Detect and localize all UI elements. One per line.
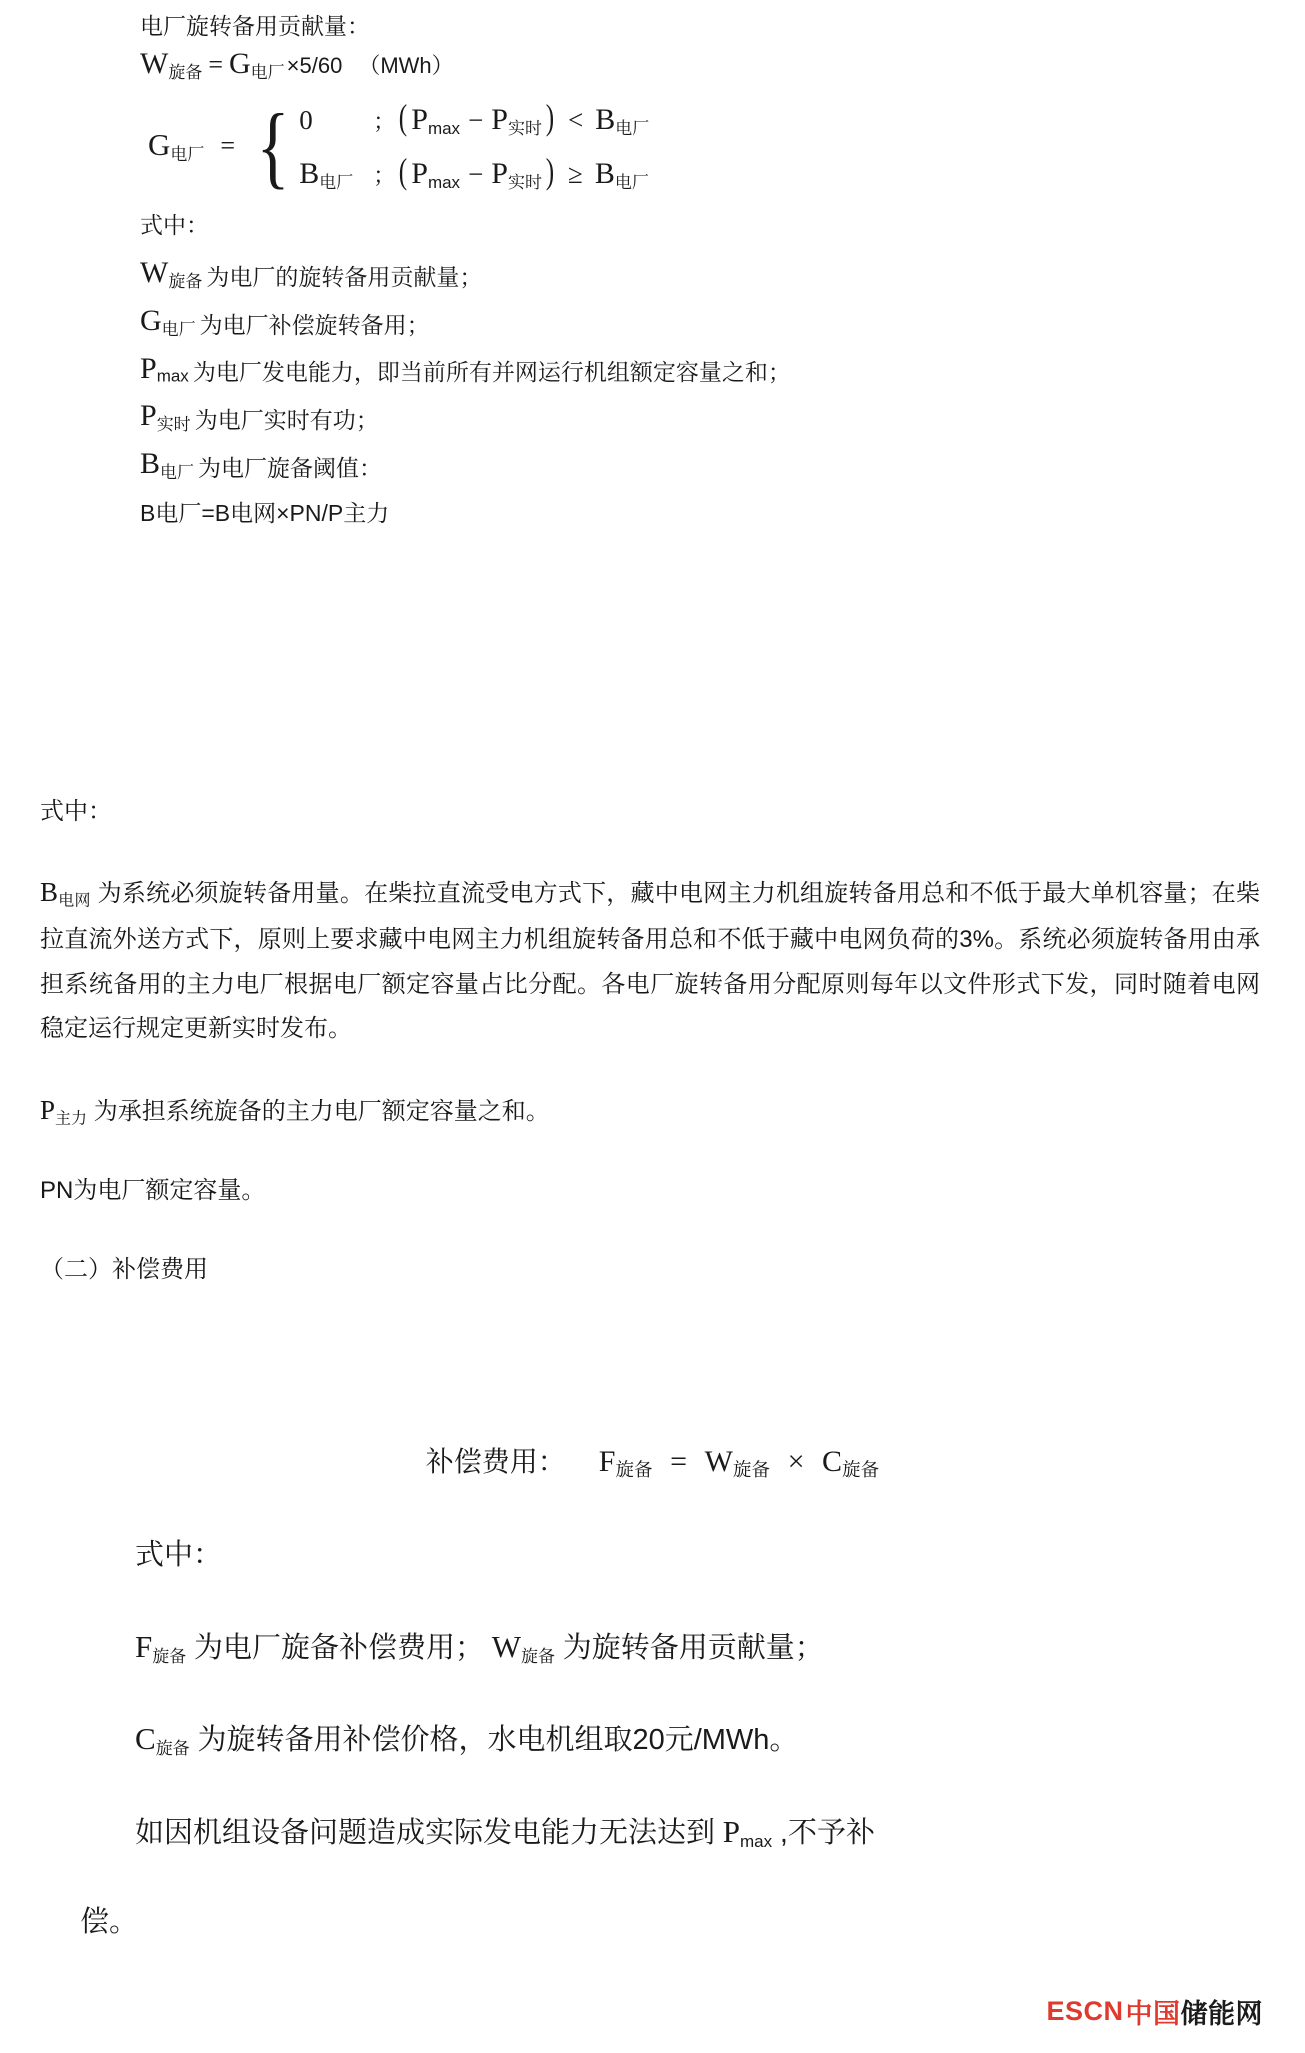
compensation-times: × <box>787 1445 805 1478</box>
compensation-w: $W_{旋备}$ <box>704 1445 771 1482</box>
definition-symbol: $B_{电厂}$ <box>140 447 195 483</box>
case2-value: $B_{电厂}$ <box>299 157 354 193</box>
case1-preal: $P_{实时}$ <box>491 103 542 139</box>
lower-line-c <box>40 1716 1265 1763</box>
threshold-formula: B电厂=B电网×PN/P主力 <box>140 500 390 527</box>
compensation-formula-row <box>40 1440 1265 1482</box>
definition-symbol: $P_{max}$ <box>140 352 189 387</box>
formula-w-lhs: $W_{旋备}$ <box>140 47 203 83</box>
definition-item <box>140 304 1140 340</box>
left-brace: { <box>256 95 290 198</box>
lower-where-label: 式中： <box>135 1539 223 1572</box>
compensation-formula-label: 补偿费用： <box>425 1446 566 1477</box>
lower-line-note <box>40 1809 1265 1856</box>
formula-w-equals: = <box>208 50 223 79</box>
bgrid-symbol: $B_{电网}$ <box>40 877 91 910</box>
definition-item <box>140 399 1140 435</box>
paragraph-bgrid <box>40 868 1260 1051</box>
case1-bound: $B_{电厂}$ <box>595 103 650 139</box>
piecewise-case-1 <box>299 99 649 139</box>
top-heading: 电厂旋转备用贡献量： <box>140 13 370 39</box>
case2-pmax: $P_{max}$ <box>411 157 461 193</box>
case1-value: 0 <box>299 105 313 136</box>
top-formula-block <box>140 8 1140 528</box>
compensation-equals: = <box>670 1445 688 1478</box>
formula-g-piecewise <box>140 95 1140 198</box>
definition-list <box>140 256 1140 528</box>
case1-semicolon: ； <box>373 109 396 135</box>
piecewise-case-2 <box>299 153 649 193</box>
case1-open-paren: ( <box>399 97 408 138</box>
formula-g-lhs: $G_{电厂}$ <box>148 127 205 165</box>
line-c-text: 为旋转备用补偿价格，水电机组取20元/MWh。 <box>197 1724 799 1757</box>
watermark-escn: ESCN <box>1046 1996 1124 2026</box>
formula-w-factor: ×5/60 <box>286 53 343 78</box>
case2-semicolon: ； <box>373 163 396 189</box>
body-where-label: 式中： <box>40 798 112 825</box>
definition-symbol: $P_{实时}$ <box>140 399 191 435</box>
line-f-text1: 为电厂旋备补偿费用； <box>194 1631 485 1664</box>
line-note-pre: 如因机组设备问题造成实际发电能力无法达到 <box>135 1816 716 1849</box>
case1-relation: < <box>567 105 584 136</box>
piecewise-cases <box>299 99 649 193</box>
compensation-c: $C_{旋备}$ <box>822 1445 880 1482</box>
formula-g-equals: = <box>220 131 236 161</box>
definition-item <box>140 256 1140 292</box>
compensation-f: $F_{旋备}$ <box>598 1445 653 1482</box>
lower-line-note-continued: 偿。 <box>80 1906 139 1939</box>
lower-line-f <box>40 1624 1265 1671</box>
case2-close-paren: ) <box>545 151 555 192</box>
paragraph-bgrid-text: 为系统必须旋转备用量。在柴拉直流受电方式下，藏中电网主力机组旋转备用总和不低于最大单机容量；在柴拉直流外送方式下，原则上要求藏中电网主力机组旋转备用总和不低于藏中电网负荷的3%。系统必须旋转备用由承担系统备用的主力电厂根据电厂额定容量占比分配。各电厂旋转备用分配原则每年以文件形式下发，同时随着电网稳定运行规定更新实时发布。 <box>40 880 1261 1043</box>
case2-relation: ≥ <box>567 159 583 190</box>
watermark-logo <box>1046 1992 1263 2031</box>
watermark-cn-red: 中国 <box>1125 1999 1181 2029</box>
case2-open-paren: ( <box>399 151 408 192</box>
definition-symbol: $G_{电厂}$ <box>140 304 196 340</box>
pmain-symbol: $P_{主力}$ <box>40 1094 88 1127</box>
paragraph-pmain-text: 为承担系统旋备的主力电厂额定容量之和。 <box>93 1097 550 1125</box>
definition-text: 为电厂实时有功； <box>194 407 379 434</box>
case2-minus: − <box>468 159 484 190</box>
line-note-symbol: $P_{max}$ <box>722 1813 773 1851</box>
line-f-symbol: $F_{旋备}$ <box>135 1628 187 1666</box>
line-note-post: ,不予补 <box>779 1816 875 1849</box>
formula-w-unit: （MWh） <box>358 53 454 78</box>
definition-text: 为电厂旋备阈值： <box>198 455 383 482</box>
definition-item <box>140 352 1140 387</box>
case2-bound: $B_{电厂}$ <box>594 157 649 193</box>
paragraph-pn: PN为电厂额定容量。 <box>40 1177 266 1205</box>
definition-text: 为电厂的旋转备用贡献量； <box>206 264 483 291</box>
line-f-text2: 为旋转备用贡献量； <box>562 1631 824 1664</box>
definition-text: 为电厂补偿旋转备用； <box>199 312 430 339</box>
case1-minus: − <box>468 105 484 136</box>
case1-close-paren: ) <box>545 97 555 138</box>
watermark-cn-black: 储能网 <box>1180 1999 1263 2029</box>
case1-pmax: $P_{max}$ <box>411 103 461 139</box>
case2-preal: $P_{实时}$ <box>491 157 542 193</box>
line-c-symbol: $C_{旋备}$ <box>135 1721 190 1758</box>
definition-text: 为电厂发电能力，即当前所有并网运行机组额定容量之和； <box>192 359 791 386</box>
definition-symbol: $W_{旋备}$ <box>140 256 203 292</box>
line-f-w-symbol: $W_{旋备}$ <box>491 1628 556 1666</box>
body-section <box>40 790 1260 1326</box>
compensation-section <box>40 1440 1265 1991</box>
section-title: （二）补偿费用 <box>40 1255 208 1283</box>
definition-item <box>140 447 1140 483</box>
top-where-label: 式中： <box>140 212 209 239</box>
formula-w-rhs: $G_{电厂}$ <box>229 47 285 83</box>
paragraph-pmain <box>40 1086 1260 1136</box>
formula-w-contribution <box>140 47 1140 83</box>
